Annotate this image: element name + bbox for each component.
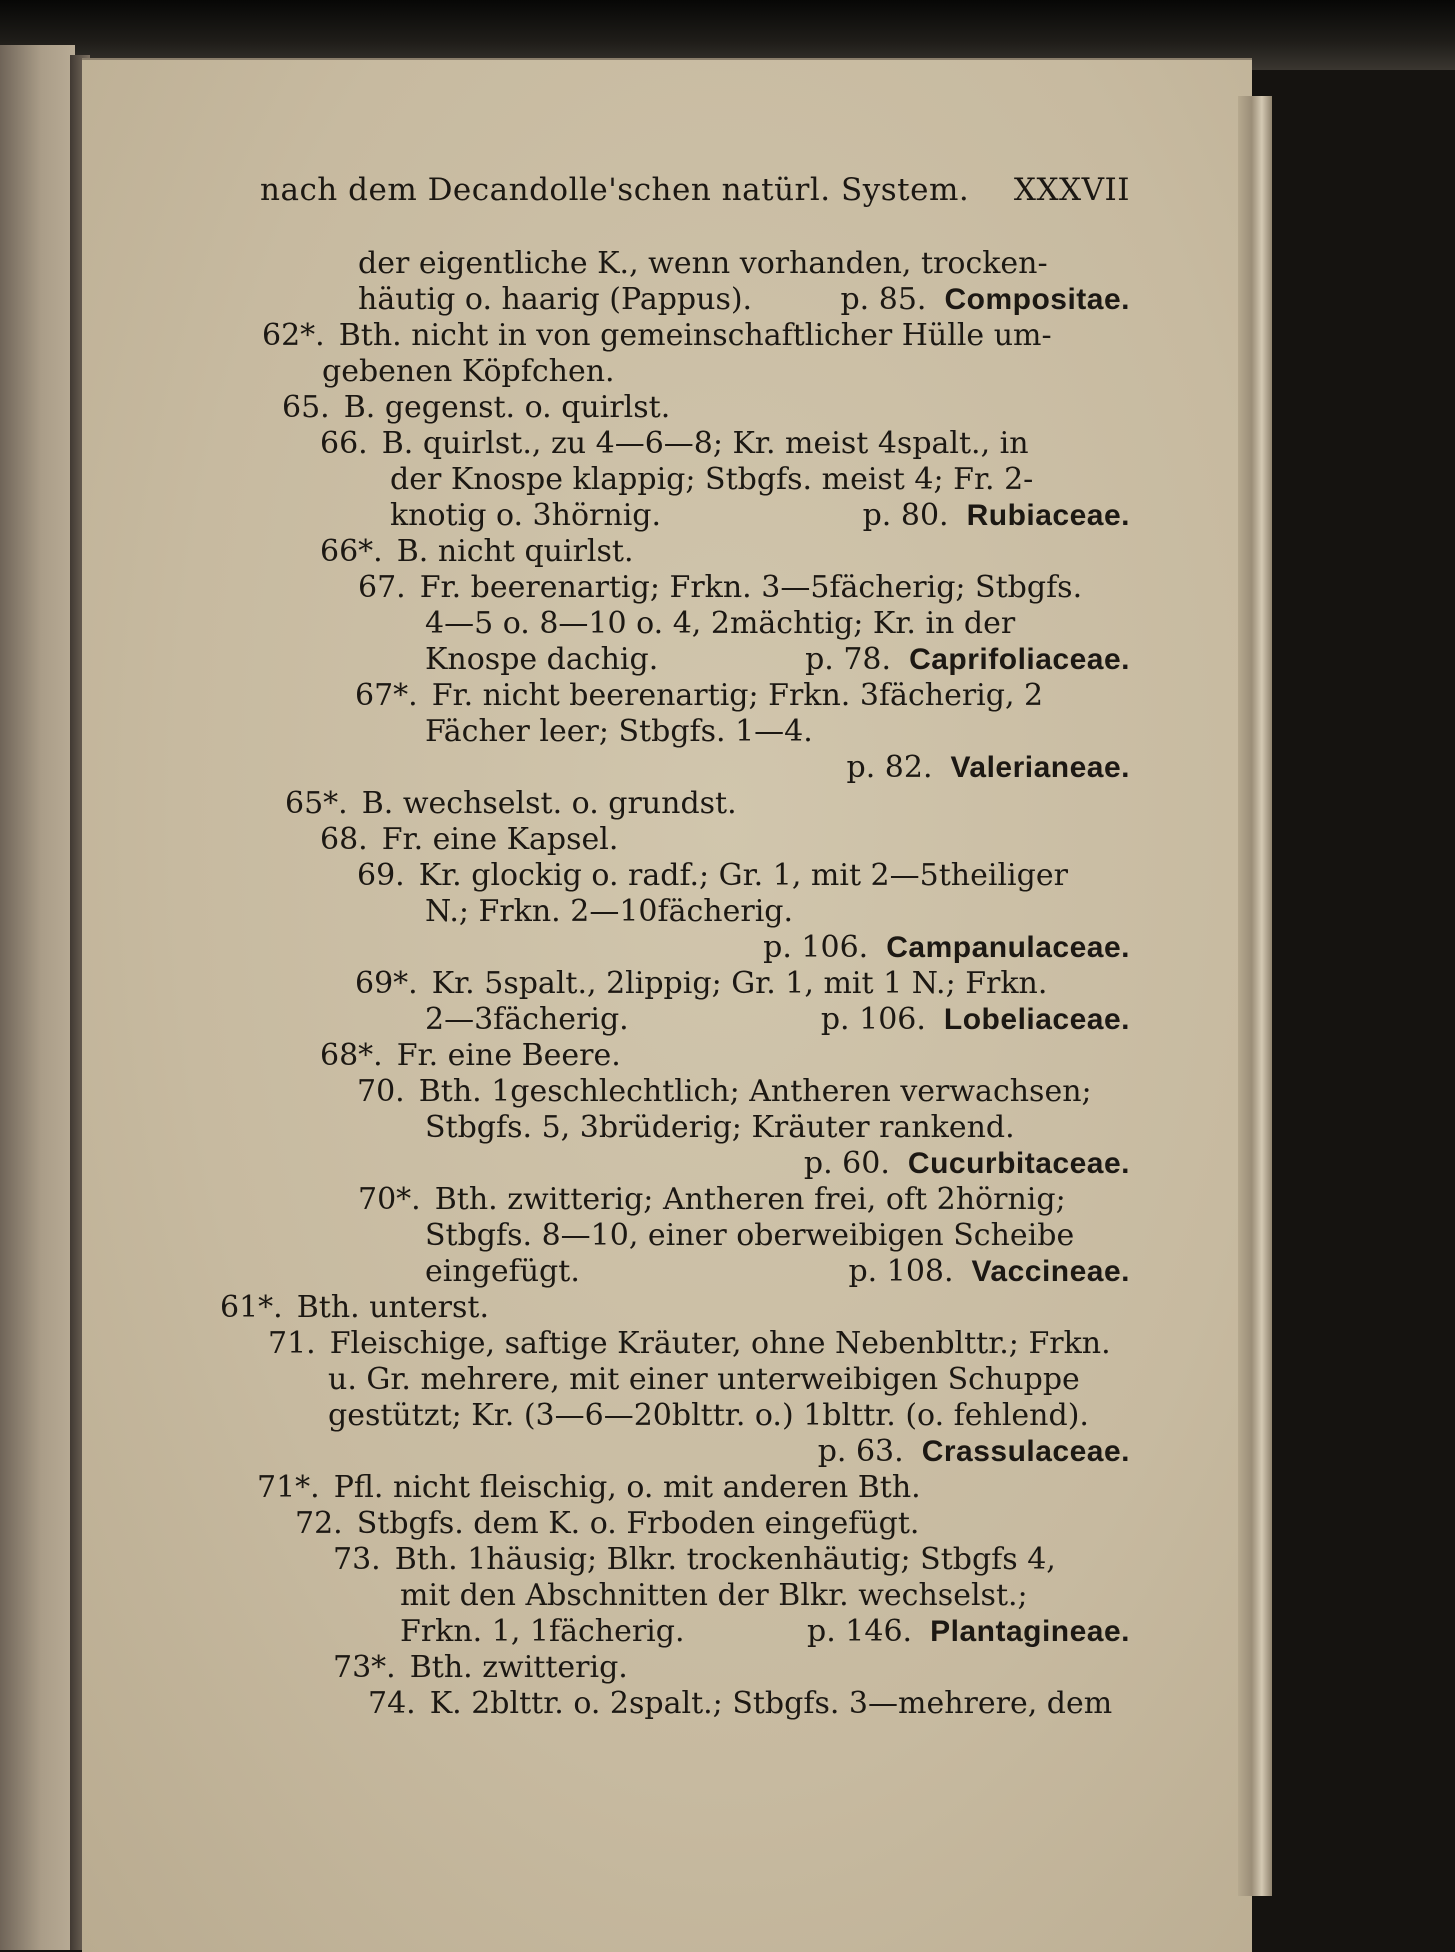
text-line: 65. B. gegenst. o. quirlst. [282, 390, 671, 425]
page-number: XXXVII [1013, 172, 1130, 208]
running-header [260, 172, 1130, 208]
text-line: Frkn. 1, 1fächerig. p. 146. Plantagineae. [400, 1614, 1130, 1649]
text-line: 70. Bth. 1geschlechtlich; Antheren verwachsen; [357, 1074, 1092, 1109]
text-line: häutig o. haarig (Pappus). p. 85. Compositae. [358, 282, 1130, 317]
text-line: 67. Fr. beerenartig; Frkn. 3—5fächerig; Stbgfs. [358, 570, 1083, 605]
text-line: 66*. B. nicht quirlst. [320, 534, 634, 569]
text-line: N.; Frkn. 2—10fächerig. [425, 894, 794, 929]
text-line: 70*. Bth. zwitterig; Antheren frei, oft 2hörnig; [358, 1182, 1066, 1217]
text-line: 65*. B. wechselst. o. grundst. [285, 786, 737, 821]
text-line: 4—5 o. 8—10 o. 4, 2mächtig; Kr. in der [425, 606, 1016, 641]
text-line: 66. B. quirlst., zu 4—6—8; Kr. meist 4spalt., in [320, 426, 1029, 461]
text-line: Fächer leer; Stbgfs. 1—4. [425, 714, 813, 749]
text-line: p. 82. Valerianeae. [846, 750, 1130, 785]
text-line: gebenen Köpfchen. [322, 354, 615, 389]
text-line: mit den Abschnitten der Blkr. wechselst.; [400, 1578, 1028, 1613]
text-line: der Knospe klappig; Stbgfs. meist 4; Fr. 2- [390, 462, 1034, 497]
text-line: 68*. Fr. eine Beere. [320, 1038, 621, 1073]
text-line: eingefügt. p. 108. Vaccineae. [425, 1254, 1130, 1289]
text-line: 71. Fleischige, saftige Kräuter, ohne Nebenblttr.; Frkn. [268, 1326, 1111, 1361]
text-line: p. 60. Cucurbitaceae. [803, 1146, 1130, 1181]
text-line: knotig o. 3hörnig. p. 80. Rubiaceae. [390, 498, 1130, 533]
text-line: 73. Bth. 1häusig; Blkr. trockenhäutig; Stbgfs 4, [333, 1542, 1056, 1577]
text-line: u. Gr. mehrere, mit einer unterweibigen Schuppe [328, 1362, 1080, 1397]
text-line: 61*. Bth. unterst. [220, 1290, 489, 1325]
text-line: gestützt; Kr. (3—6—20blttr. o.) 1blttr. (o. fehlend). [328, 1398, 1089, 1433]
text-line: 68. Fr. eine Kapsel. [320, 822, 619, 857]
text-line: Stbgfs. 8—10, einer oberweibigen Scheibe [425, 1218, 1075, 1253]
text-line: 69*. Kr. 5spalt., 2lippig; Gr. 1, mit 1 N.; Frkn. [355, 966, 1048, 1001]
text-line: Knospe dachig. p. 78. Caprifoliaceae. [425, 642, 1130, 677]
text-line: 71*. Pfl. nicht fleischig, o. mit anderen Bth. [257, 1470, 921, 1505]
header-title: nach dem Decandolle'schen natürl. System. [260, 172, 970, 208]
text-line: der eigentliche K., wenn vorhanden, trocken- [358, 246, 1048, 281]
text-line: 72. Stbgfs. dem K. o. Frboden eingefügt. [295, 1506, 920, 1541]
text-line: 62*. Bth. nicht in von gemeinschaftlicher Hülle um- [262, 318, 1052, 353]
text-line: 74. K. 2blttr. o. 2spalt.; Stbgfs. 3—mehrere, dem [368, 1686, 1113, 1721]
text-line: 69. Kr. glockig o. radf.; Gr. 1, mit 2—5theiliger [357, 858, 1068, 893]
text-line: 67*. Fr. nicht beerenartig; Frkn. 3fächerig, 2 [355, 678, 1044, 713]
text-line: Stbgfs. 5, 3brüderig; Kräuter rankend. [425, 1110, 1015, 1145]
text-line: 2—3fächerig. p. 106. Lobeliaceae. [425, 1002, 1130, 1037]
text-line: 73*. Bth. zwitterig. [333, 1650, 628, 1685]
text-line: p. 106. Campanulaceae. [763, 930, 1130, 965]
text-line: p. 63. Crassulaceae. [817, 1434, 1130, 1469]
